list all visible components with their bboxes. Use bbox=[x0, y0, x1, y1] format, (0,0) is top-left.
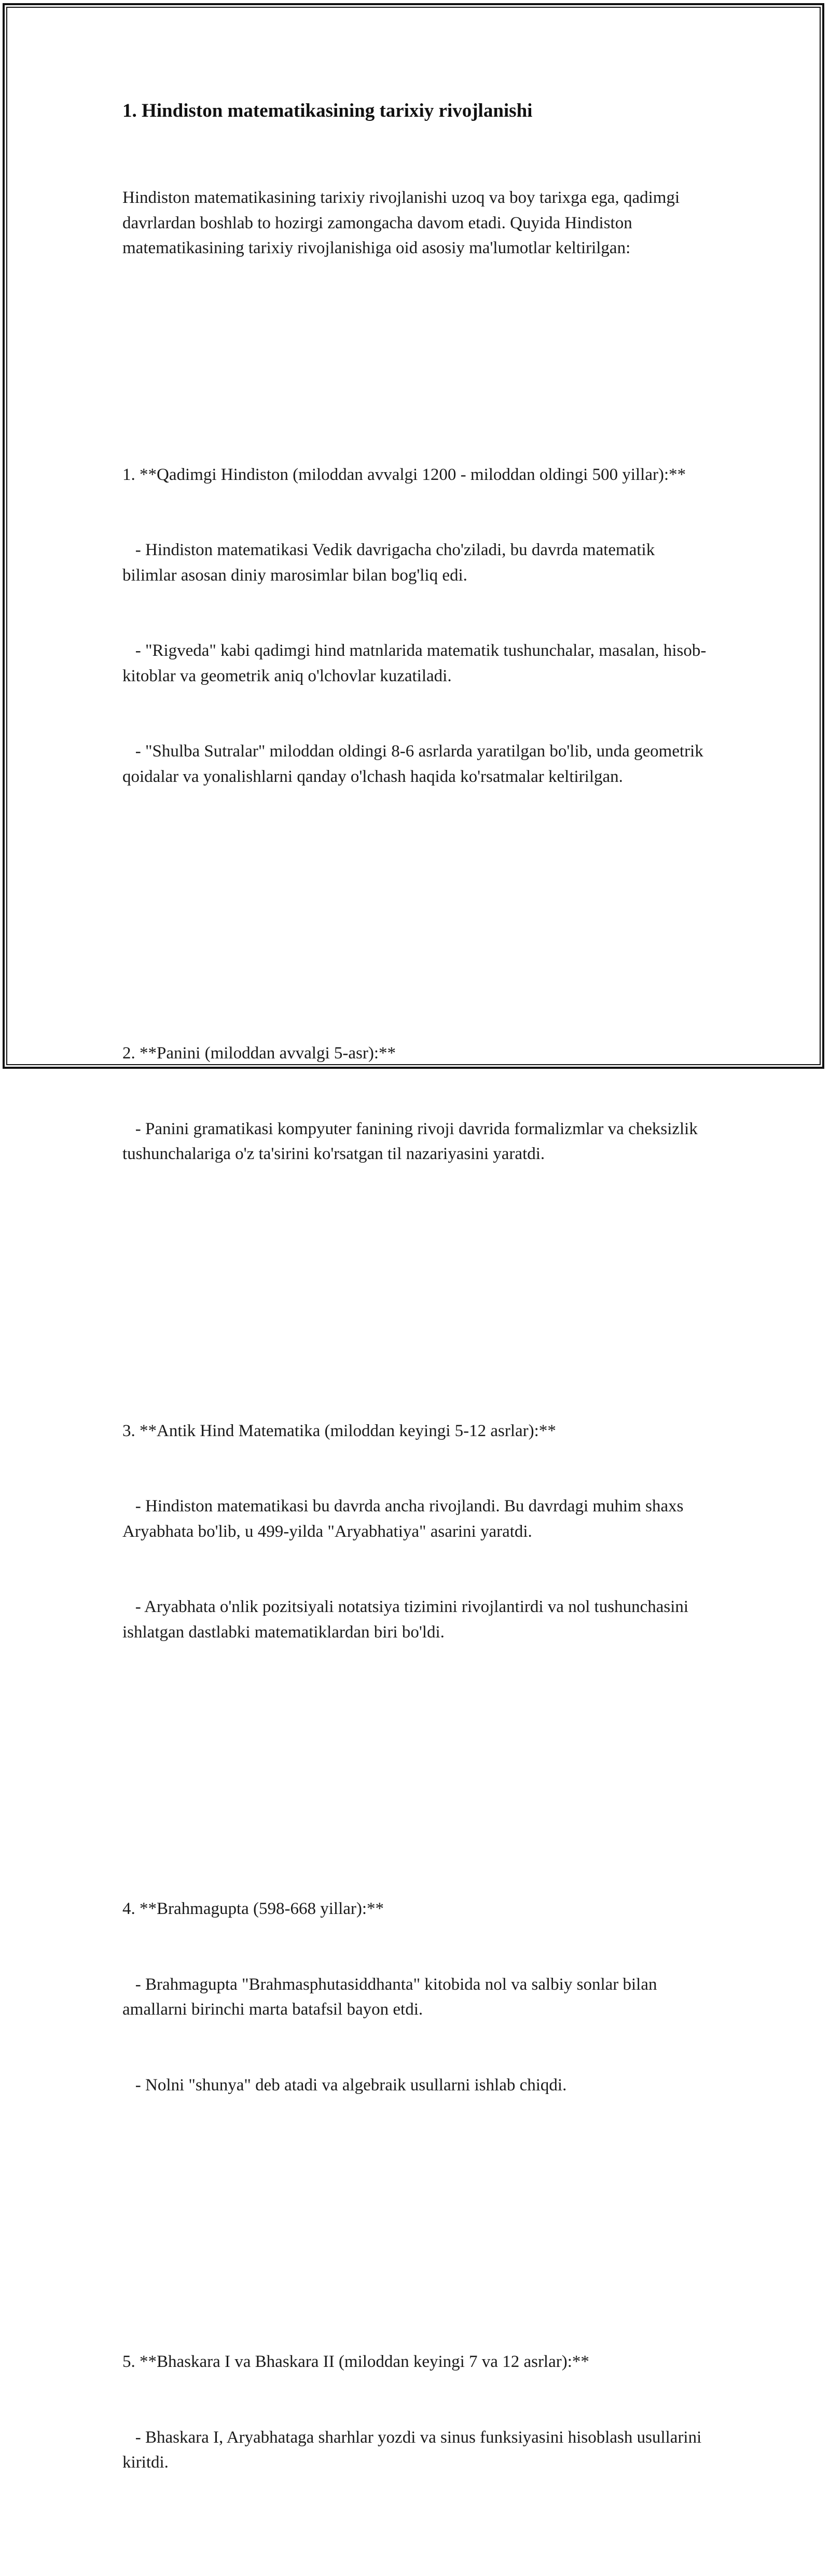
section-title: 1. **Qadimgi Hindiston (miloddan avvalgi 1200 - miloddan oldingi 500 yillar):** bbox=[122, 465, 686, 484]
paragraph-gap bbox=[122, 336, 709, 362]
section-item: - Hindiston matematikasi bu davrda ancha rivojlandi. Bu davrdagi muhim shaxs Aryabhata bo'lib, u 499-yilda "Aryabhatiya" asarini yaratdi. bbox=[122, 1497, 687, 1541]
section-item: - Brahmagupta "Brahmasphutasiddhanta" kitobida nol va salbiy sonlar bilan amallarni birinchi marta batafsil bayon etdi. bbox=[122, 1975, 661, 2019]
section-title: 5. **Bhaskara I va Bhaskara II (miloddan keyingi 7 va 12 asrlar):** bbox=[122, 2352, 589, 2371]
section-title: 2. **Panini (miloddan avvalgi 5-asr):** bbox=[122, 1044, 396, 1063]
intro-paragraph: Hindiston matematikasining tarixiy rivojlanishi uzoq va boy tarixga ega, qadimgi davrlardan boshlab to hozirgi zamongacha davom etadi. Quyida Hindiston matematikasining tarixiy rivojlanishiga oid asosiy ma'lumotlar keltirilgan: bbox=[122, 188, 684, 257]
section-4 bbox=[122, 1846, 709, 2148]
document-body bbox=[122, 135, 709, 2576]
paragraph-gap bbox=[122, 1292, 709, 1318]
section-item: - "Shulba Sutralar" miloddan oldingi 8-6 asrlarda yaratilgan bo'lib, unda geometrik qoidalar va yonalishlarni qanday o'lchash haqida ko'rsatmalar keltirilgan. bbox=[122, 742, 708, 786]
section-item: - Bhaskara I, Aryabhataga sharhlar yozdi va sinus funksiyasini hisoblash usullarini kiritdi. bbox=[122, 2428, 706, 2472]
section-1 bbox=[122, 412, 709, 840]
document-content bbox=[122, 97, 709, 2576]
section-item: - Hindiston matematikasi Vedik davrigacha cho'ziladi, bu davrda matematik bilimlar asosan diniy marosimlar bilan bog'liq edi. bbox=[122, 541, 659, 585]
section-item: - Aryabhata o'nlik pozitsiyali notatsiya tizimini rivojlantirdi va nol tushunchasini ishlatgan dastlabki matematiklardan biri bo'ldi. bbox=[122, 1597, 693, 1642]
section-item: - Panini gramatikasi kompyuter fanining rivoji davrida formalizmlar va cheksizlik tushunchalariga o'z ta'sirini ko'rsatgan til nazariyasini yaratdi. bbox=[122, 1119, 702, 1163]
section-item: - "Rigveda" kabi qadimgi hind matnlarida matematik tushunchalar, masalan, hisob-kitoblar va geometrik aniq o'lchovlar kuzatiladi. bbox=[122, 641, 707, 685]
section-item: - Nolni "shunya" deb atadi va algebraik usullarni ishlab chiqdi. bbox=[122, 2075, 567, 2095]
paragraph-gap bbox=[122, 915, 709, 941]
section-title: 4. **Brahmagupta (598-668 yillar):** bbox=[122, 1899, 384, 1918]
paragraph-gap bbox=[122, 2224, 709, 2249]
section-2 bbox=[122, 990, 709, 1217]
document-heading: 1. Hindiston matematikasining tarixiy rivojlanishi bbox=[122, 100, 533, 121]
paragraph-gap bbox=[122, 1771, 709, 1796]
section-3 bbox=[122, 1368, 709, 1696]
section-5 bbox=[122, 2299, 709, 2526]
section-title: 3. **Antik Hind Matematika (miloddan keyingi 5-12 asrlar):** bbox=[122, 1421, 556, 1440]
